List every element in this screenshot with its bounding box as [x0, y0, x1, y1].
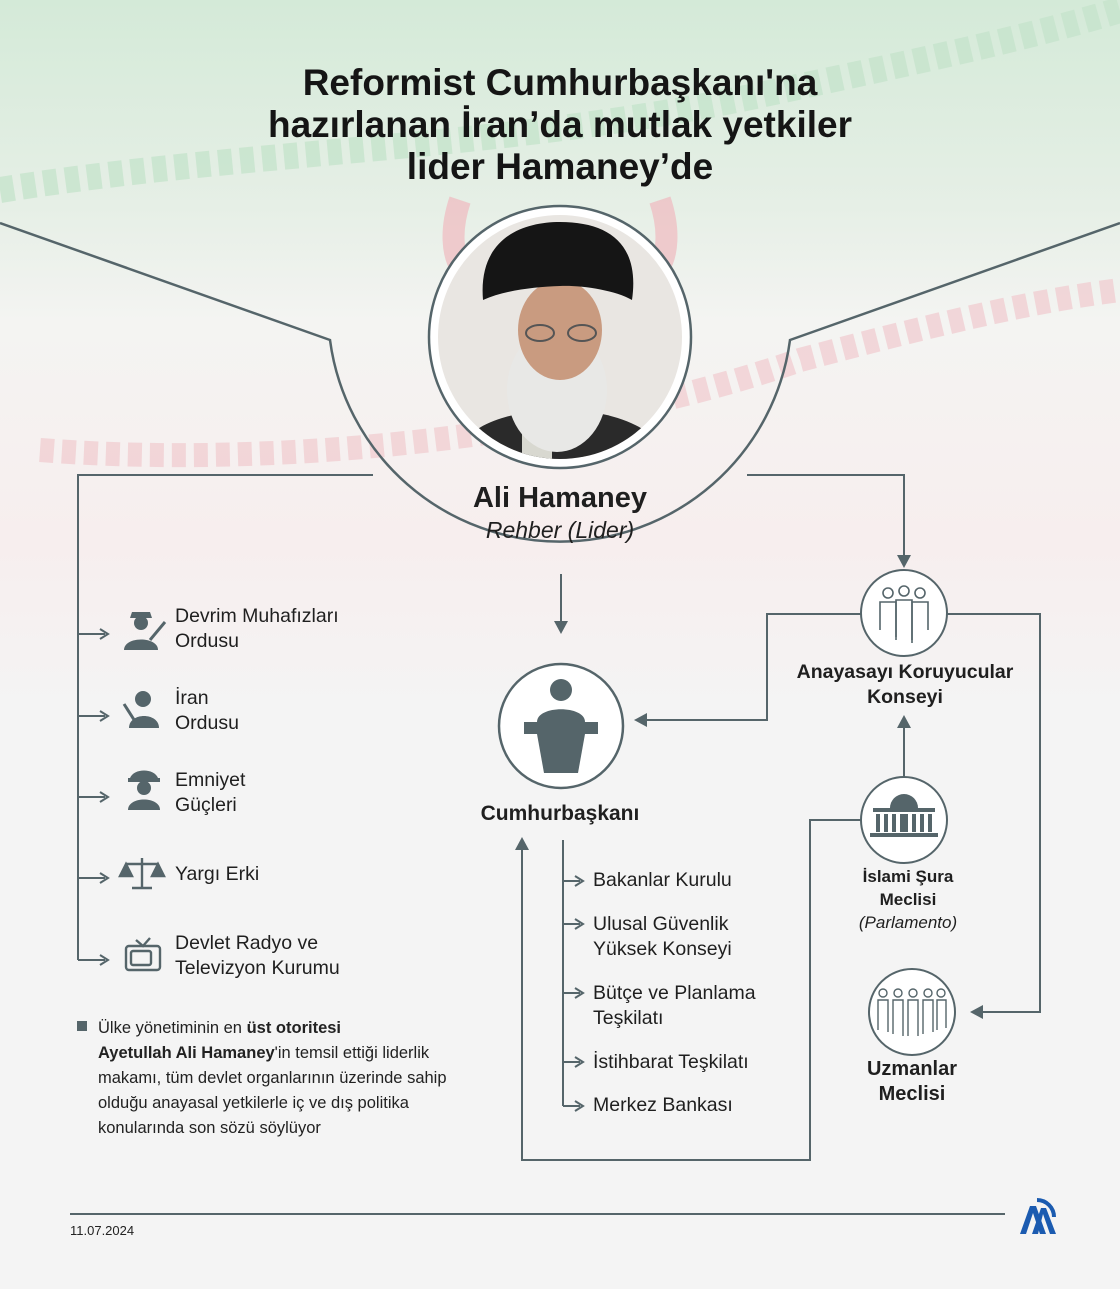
item-line: Ordusu: [175, 712, 239, 734]
note-emphasis: üst otoritesi: [246, 1019, 342, 1037]
item-line: Bakanlar Kurulu: [593, 869, 732, 891]
date: 11.07.2024: [70, 1223, 135, 1238]
item-line: Merkez Bankası: [593, 1094, 733, 1116]
item-line: Teşkilatı: [593, 1007, 664, 1029]
item-line: Devrim Muhafızları: [175, 605, 339, 627]
page-title: [160, 62, 960, 188]
president-item: [593, 1050, 833, 1075]
left-body-item: [175, 686, 415, 736]
item-line: Güçleri: [175, 794, 237, 816]
president-item: [593, 868, 833, 893]
title-line: lider Hamaney’de: [406, 146, 714, 187]
left-body-item: [175, 768, 415, 818]
president-label: Cumhurbaşkanı: [480, 802, 640, 825]
label-line: Uzmanlar: [866, 1058, 958, 1080]
item-line: Bütçe ve Planlama: [593, 982, 756, 1004]
experts-label: [812, 1057, 1012, 1107]
item-line: Televizyon Kurumu: [175, 957, 340, 979]
item-line: Ulusal Güvenlik: [593, 913, 729, 935]
guardian-council-label: [785, 660, 1025, 710]
title-line: hazırlanan İran’da mutlak yetkiler: [268, 104, 852, 145]
leader-role: Rehber (Lider): [485, 517, 635, 543]
item-line: Yüksek Konseyi: [593, 938, 732, 960]
label-line: Meclisi: [878, 1083, 946, 1105]
label-line: (Parlamento): [858, 913, 958, 932]
left-body-item: [175, 931, 415, 981]
president-item: [593, 912, 833, 962]
item-line: Emniyet: [175, 769, 246, 791]
footnote: [98, 1016, 458, 1141]
president-item: [593, 981, 833, 1031]
note-text: 'in temsil ettiği liderlik makamı, tüm devlet organlarının üzerinde sahip olduğu anayasal yetkilerle iç ve dış politika konularında son sözü söylüyor: [98, 1044, 447, 1137]
aa-logo: [1016, 1196, 1058, 1241]
guardian-council-node: [861, 570, 947, 656]
label-line: Konseyi: [867, 686, 943, 708]
label-line: Meclisi: [879, 890, 937, 909]
note-text: Ülke yönetiminin en: [98, 1019, 247, 1037]
president-item: [593, 1093, 833, 1118]
label-line: Anayasayı Koruyucular: [796, 661, 1014, 683]
parliament-label: [808, 865, 1008, 934]
note-bullet: [77, 1021, 87, 1031]
left-body-item: [175, 604, 415, 654]
label-line: İslami Şura: [862, 867, 954, 886]
title-line: Reformist Cumhurbaşkanı'na: [302, 62, 818, 103]
aa-logo-mark: [1016, 1196, 1058, 1236]
item-line: İstihbarat Teşkilatı: [593, 1051, 749, 1073]
left-body-item: [175, 862, 415, 887]
leader-name: Ali Hamaney: [472, 482, 648, 514]
item-line: Devlet Radyo ve: [175, 932, 319, 954]
experts-assembly-node: [869, 969, 955, 1055]
item-line: Yargı Erki: [175, 863, 260, 885]
item-line: Ordusu: [175, 630, 239, 652]
item-line: İran: [175, 687, 209, 709]
note-emphasis: Ayetullah Ali Hamaney: [98, 1044, 275, 1062]
